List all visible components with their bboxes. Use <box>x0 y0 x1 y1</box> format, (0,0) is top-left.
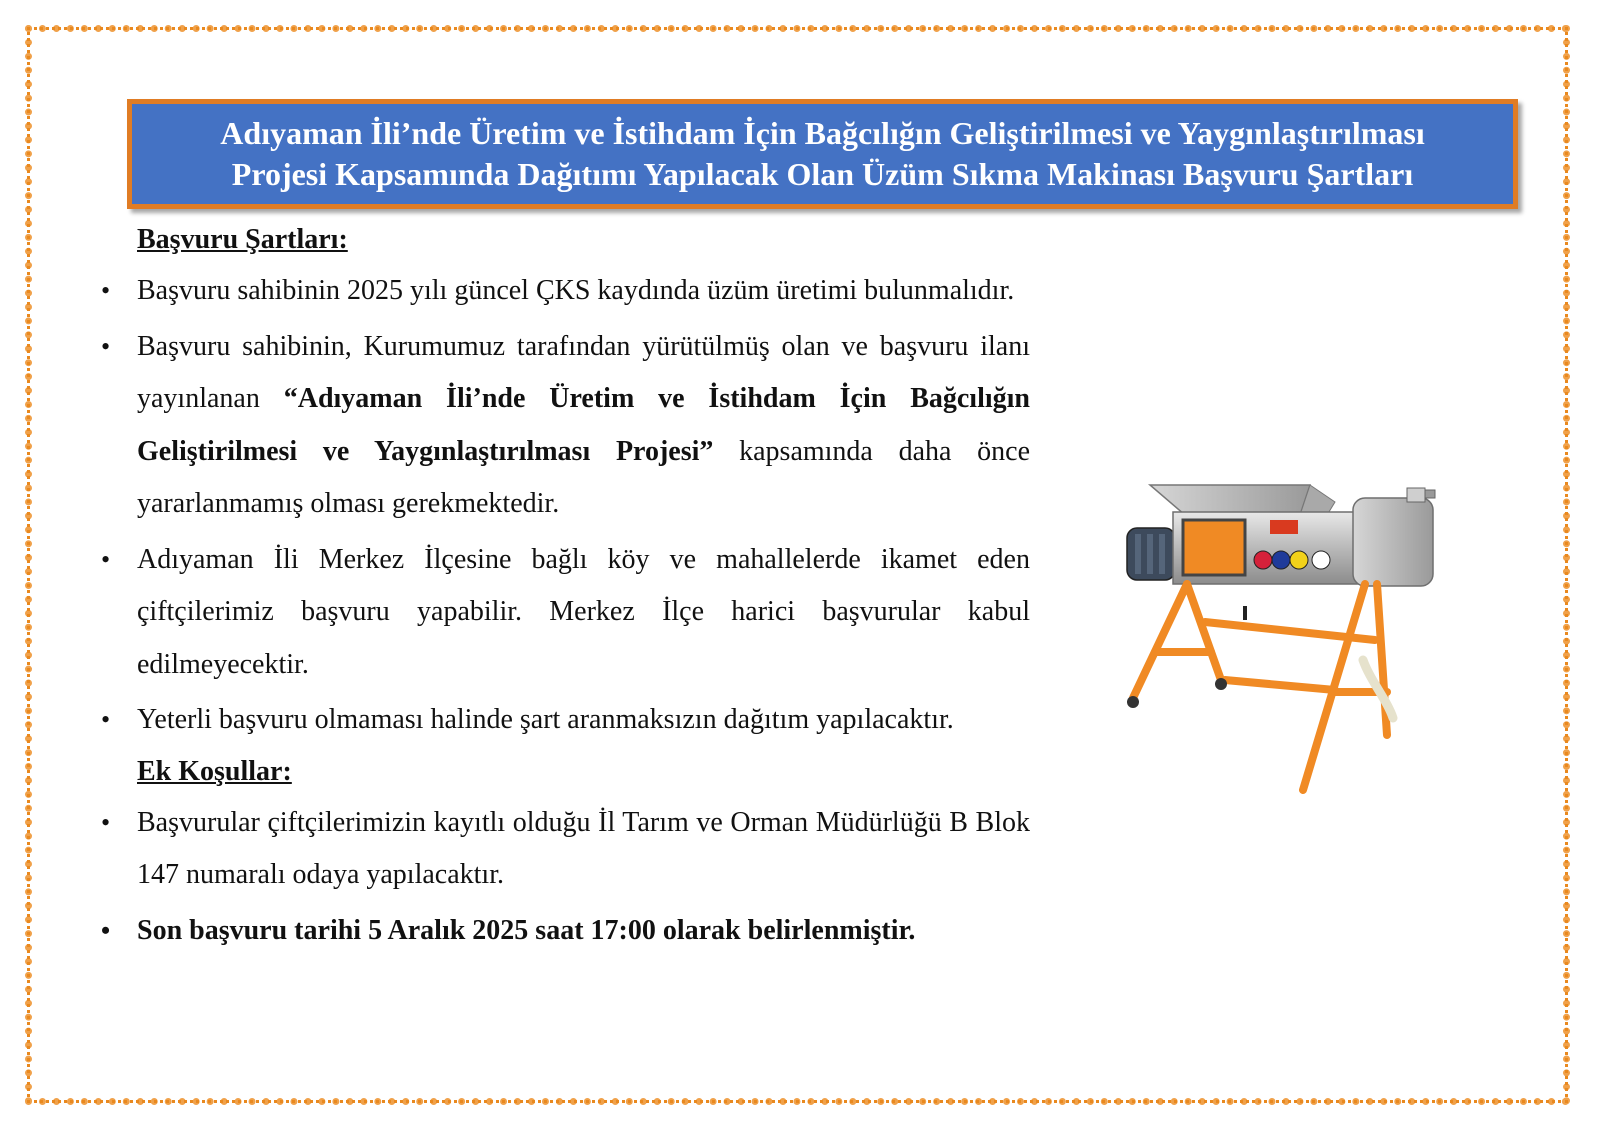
extra-conditions-heading: Ek Koşullar: <box>137 755 292 787</box>
project-name: “Adıyaman İli’nde Üretim ve İstihdam İçin Bağcılığın Geliştirilmesi ve Yaygınlaştırılması Projesi” <box>137 383 1030 467</box>
requirement-text: Yeterli başvuru olmaması halinde şart aranmaksızın dağıtım yapılacaktır. <box>137 704 954 735</box>
title-banner <box>127 99 1518 209</box>
deadline-text: Son başvuru tarihi 5 Aralık 2025 saat 17:00 olarak belirlenmiştir. <box>137 914 916 946</box>
document-body <box>100 215 1030 957</box>
drum <box>1353 498 1433 586</box>
title-line-1: Adıyaman İli’nde Üretim ve İstihdam İçin Bağcılığın Geliştirilmesi ve Yaygınlaştırılması <box>220 115 1425 151</box>
front-panel <box>1183 520 1245 575</box>
requirement-text: Adıyaman İli Merkez İlçesine bağlı köy ve mahallelerde ikamet eden çiftçilerimiz başvuru yapabilir. Merkez İlçe harici başvurular kabul edilmeyecektir. <box>137 543 1030 680</box>
requirement-text: Başvuru sahibinin, Kurumumuz tarafından yürütülmüş olan ve başvuru ilanı yayınlanan <box>137 330 1030 414</box>
requirement-text: Başvuru sahibinin 2025 yılı güncel ÇKS kaydında üzüm üretimi bulunmalıdır. <box>137 275 1015 306</box>
list-item <box>100 905 1030 958</box>
title-line-2: Projesi Kapsamında Dağıtımı Yapılacak Olan Üzüm Sıkma Makinası Başvuru Şartları <box>231 156 1414 192</box>
hopper <box>1150 485 1310 515</box>
list-item <box>100 321 1030 531</box>
requirement-text: kapsamında daha önce yararlanmamış olması gerekmektedir. <box>137 435 1030 519</box>
extra-conditions-list <box>100 797 1030 958</box>
orange-frame <box>1133 584 1387 790</box>
condition-text: Başvurular çiftçilerimizin kayıtlı olduğu İl Tarım ve Orman Müdürlüğü B Blok 147 numaralı odaya yapılacaktır. <box>137 806 1030 890</box>
requirements-list <box>100 265 1030 747</box>
list-item <box>100 797 1030 902</box>
list-item <box>100 534 1030 692</box>
grape-crusher-machine-image <box>1125 480 1465 810</box>
requirements-heading: Başvuru Şartları: <box>137 224 348 255</box>
list-item <box>100 694 1030 747</box>
list-item <box>100 265 1030 318</box>
